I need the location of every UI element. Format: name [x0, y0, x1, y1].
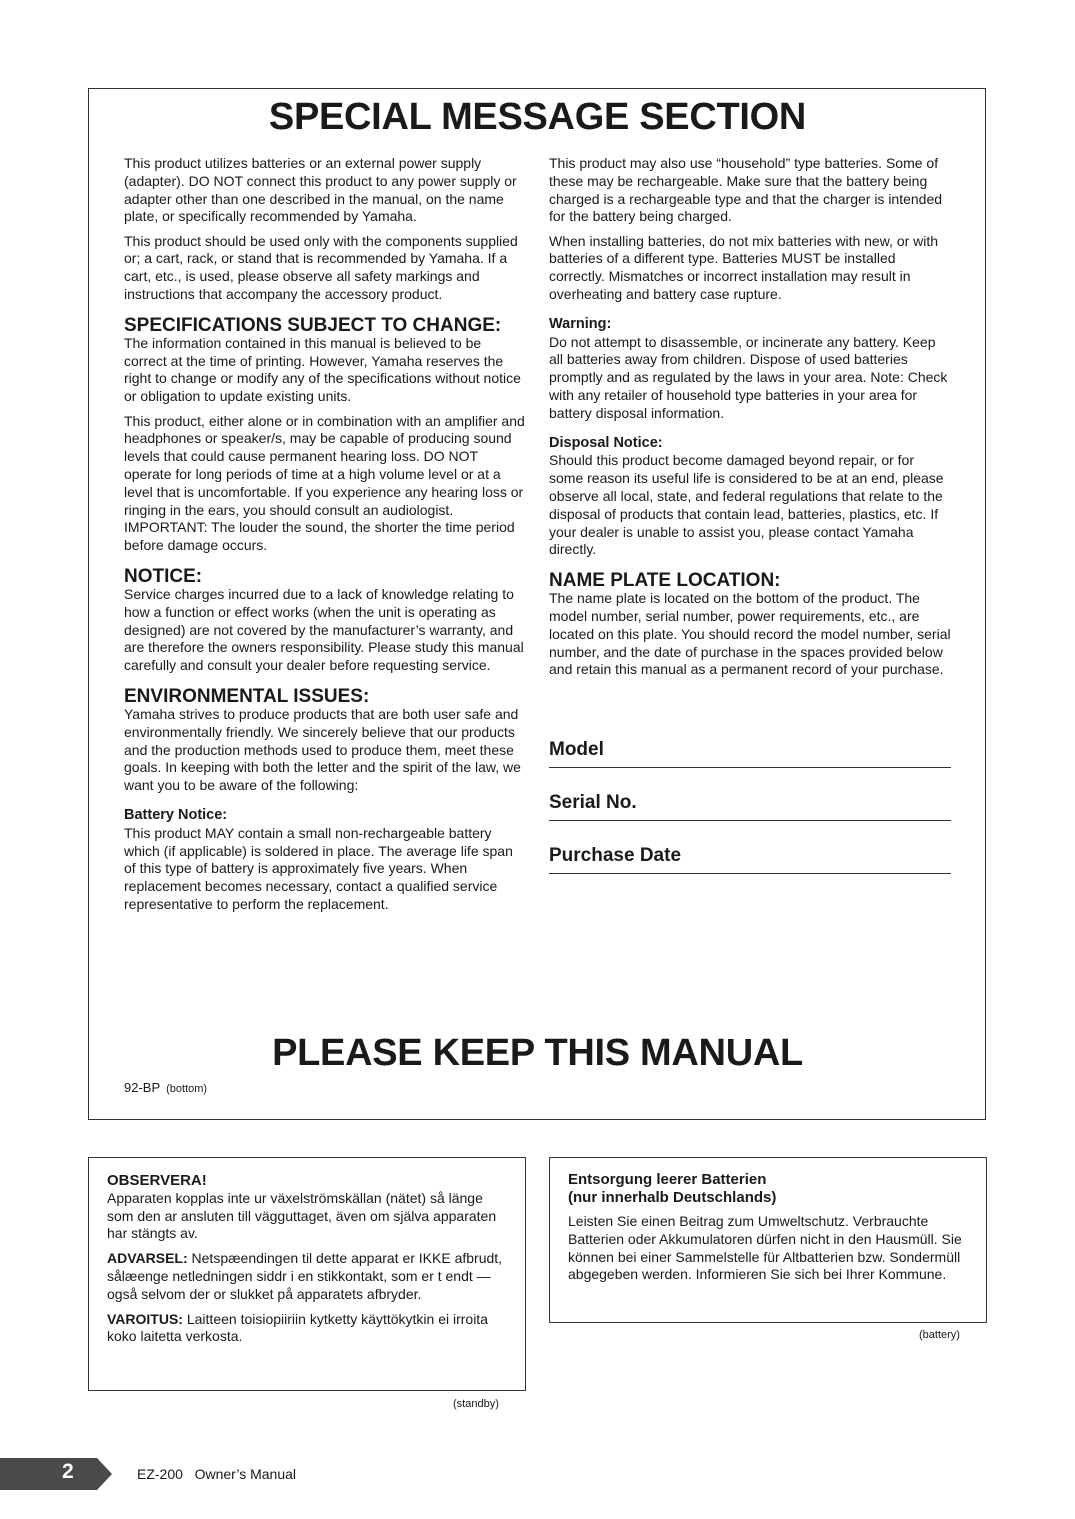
entsorgung-box — [549, 1157, 987, 1323]
observera-box — [88, 1157, 526, 1391]
power-supply-paragraph: This product utilizes batteries or an external power supply (adapter). DO NOT connect this product to any power supply or adapter other than one described in the manual, on the name plate, or specifically recommended by Yamaha. — [124, 155, 517, 225]
name-plate-heading: NAME PLATE LOCATION: — [549, 570, 781, 592]
keep-manual-title: PLEASE KEEP THIS MANUAL — [272, 1032, 803, 1074]
entsorgung-paragraph: Leisten Sie einen Beitrag zum Umweltschutz. Verbrauchte Batterien oder Akkumulatoren dürfen nicht in den Hausmüll. Sie können bei einer Sammelstelle für Altbatterien bzw. Sondermüll abgegeben werden. Informieren Sie sich bei Ihrer Kommune. — [568, 1213, 962, 1283]
left-column — [124, 155, 527, 920]
observera-heading: OBSERVERA! — [107, 1172, 207, 1189]
page-number: 2 — [62, 1460, 74, 1483]
serial-line — [549, 820, 951, 821]
model-label: Model — [549, 739, 604, 760]
page-footer — [0, 1458, 400, 1490]
record-fields — [549, 735, 951, 874]
battery-notice-heading: Battery Notice: — [124, 806, 228, 823]
environmental-paragraph: Yamaha strives to produce products that are both user safe and environmentally friendly. We sincerely believe that our products and the production methods used to produce them, meet these goals. In keeping with both the letter and the spirit of the law, we want you to be aware of the following: — [124, 705, 521, 794]
disposal-notice-heading: Disposal Notice: — [549, 434, 663, 451]
hearing-loss-paragraph: This product, either alone or in combination with an amplifier and headphones or speaker/s, may be capable of producing sound levels that could cause permanent hearing loss. DO NOT operate for long periods of time at a high volume level or at a level that is uncomfortable. If you experience any hearing loss or ringing in the ears, you should consult an audiologist. — [124, 412, 525, 518]
advarsel-label: ADVARSEL: — [107, 1250, 188, 1267]
advarsel-paragraph — [107, 1250, 507, 1303]
model-field — [549, 735, 951, 768]
household-batteries-paragraph: This product may also use “household” type batteries. Some of these may be rechargeable. Make sure that the battery being charged is a rechargeable type and that the charger is intended for the battery being charged. — [549, 155, 943, 225]
name-plate-paragraph: The name plate is located on the bottom of the product. The model number, serial number, power requirements, etc., are located on this plate. You should record the model number, serial number, and the date of purchase in the spaces provided below and retain this manual as a permanent record of your purchase. — [549, 590, 951, 678]
purchase-date-line — [549, 873, 951, 874]
warning-heading: Warning: — [549, 315, 612, 332]
components-paragraph: This product should be used only with the components supplied or; a cart, rack, or stand that is recommended by Yamaha. If a cart, etc., is used, please observe all safety markings and instructions that accompany the accessory product. — [124, 232, 518, 303]
reference-code-value: 92-BP — [124, 1080, 161, 1095]
purchase-date-field — [549, 841, 951, 874]
varoitus-label: VAROITUS: — [107, 1310, 183, 1327]
manual-title: EZ-200 Owner’s Manual — [137, 1466, 296, 1482]
warning-paragraph: Do not attempt to disassemble, or incinerate any battery. Keep all batteries away from children. Dispose of used batteries promptly and as regulated by the laws in your area. Note: Check with any retailer of household type batteries in your area for battery disposal information. — [549, 333, 948, 421]
purchase-date-label: Purchase Date — [549, 845, 682, 866]
reference-code — [124, 1080, 207, 1095]
observera-paragraph: Apparaten kopplas inte ur växelströmskällan (nätet) så länge som den ar ansluten till vägguttaget, även om själva apparaten har stängts av. — [107, 1189, 497, 1242]
varoitus-text: Laitteen toisiopiiriin kytketty käyttökytkin ei irroita koko laitetta verkosta. — [107, 1310, 488, 1345]
varoitus-paragraph — [107, 1311, 507, 1347]
battery-tag: (battery) — [919, 1329, 960, 1341]
serial-label: Serial No. — [549, 792, 637, 813]
notice-paragraph: Service charges incurred due to a lack of knowledge relating to how a function or effect works (when the unit is operating as designed) are not covered by the manufacturer’s warranty, and are therefore the owners responsibility. Please study this manual carefully and consult your dealer before requesting service. — [124, 585, 524, 674]
page-title: SPECIAL MESSAGE SECTION — [268, 96, 807, 138]
reference-code-note: (bottom) — [166, 1083, 208, 1095]
environmental-heading: ENVIRONMENTAL ISSUES: — [124, 685, 370, 707]
disposal-notice-paragraph: Should this product become damaged beyond repair, or for some reason its useful life is considered to be at an end, please observe all local, state, and federal regulations that relate to the disposal of products that contain lead, batteries, plastics, etc. If your dealer is unable to assist you, please contact Yamaha directly. — [549, 452, 944, 558]
specifications-heading: SPECIFICATIONS SUBJECT TO CHANGE: — [124, 314, 502, 336]
important-paragraph: IMPORTANT: The louder the sound, the shorter the time period before damage occurs. — [124, 519, 515, 554]
right-column — [549, 155, 952, 686]
battery-notice-paragraph: This product MAY contain a small non-rechargeable battery which (if applicable) is soldered in place. The average life span of this type of battery is approximately five years. When replacement becomes necessary, contact a qualified service representative to perform the replacement. — [124, 824, 513, 912]
serial-field — [549, 788, 951, 821]
page-number-tab — [0, 1458, 112, 1490]
installing-batteries-paragraph: When installing batteries, do not mix batteries with new, or with batteries of a different type. Batteries MUST be installed correctly. Mismatches or incorrect installation may result in overheating and battery case rupture. — [549, 232, 939, 303]
standby-tag: (standby) — [453, 1398, 499, 1410]
entsorgung-heading-line2: (nur innerhalb Deutschlands) — [568, 1189, 777, 1206]
advarsel-text: Netspæendingen til dette apparat er IKKE afbrudt, sålæenge netledningen siddr i en stikkontakt, som er t endt — også selvom der or slukket på apparatets afbryder. — [107, 1250, 503, 1302]
model-line — [549, 767, 951, 768]
specifications-paragraph: The information contained in this manual is believed to be correct at the time of printing. However, Yamaha reserves the right to change or modify any of the specifications without notice or obligation to update existing units. — [124, 334, 521, 405]
entsorgung-heading — [568, 1171, 968, 1207]
entsorgung-heading-line1: Entsorgung leerer Batterien — [568, 1171, 767, 1188]
notice-heading: NOTICE: — [124, 565, 203, 587]
